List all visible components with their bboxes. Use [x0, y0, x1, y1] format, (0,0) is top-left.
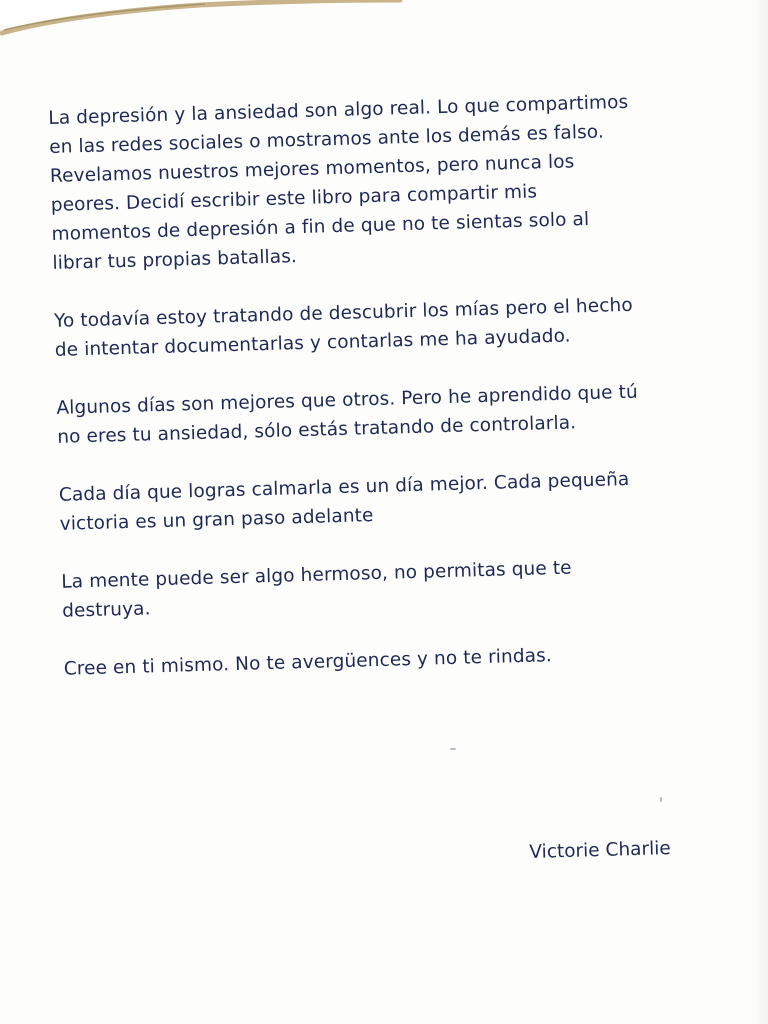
letter-body — [48, 86, 715, 713]
paragraph-5: La mente puede ser algo hermoso, no permitas que te destruya. — [61, 557, 572, 622]
signature: Victorie Charlie — [529, 838, 672, 863]
paragraph-4: Cada día que logras calmarla es un día mejor. Cada pequeña victoria es un gran paso adelante — [58, 468, 630, 535]
paragraph-1: La depresión y la ansiedad son algo real. Lo que compartimos en las redes sociales o mostramos ante los demás es falso. Revelamos nuestros mejores momentos, pero nunca los peores. Decidí escribir este libro para compartir mis momentos de depresión a fin de que no te sientas solo al librar tus propias batallas. — [48, 91, 629, 274]
scan-speck — [660, 797, 662, 802]
page-edge-curl — [0, 0, 768, 40]
scan-shadow — [754, 0, 768, 1024]
scan-speck — [450, 748, 456, 750]
paragraph-2: Yo todavía estoy tratando de descubrir los mías pero el hecho de intentar documentarlas y contarlas me ha ayudado. — [53, 294, 633, 361]
paragraph-6: Cree en ti mismo. No te avergüences y no te rindas. — [63, 645, 553, 680]
paragraph-3: Algunos días son mejores que otros. Pero he aprendido que tú no eres tu ansiedad, sólo estás tratando de controlarla. — [56, 381, 639, 448]
